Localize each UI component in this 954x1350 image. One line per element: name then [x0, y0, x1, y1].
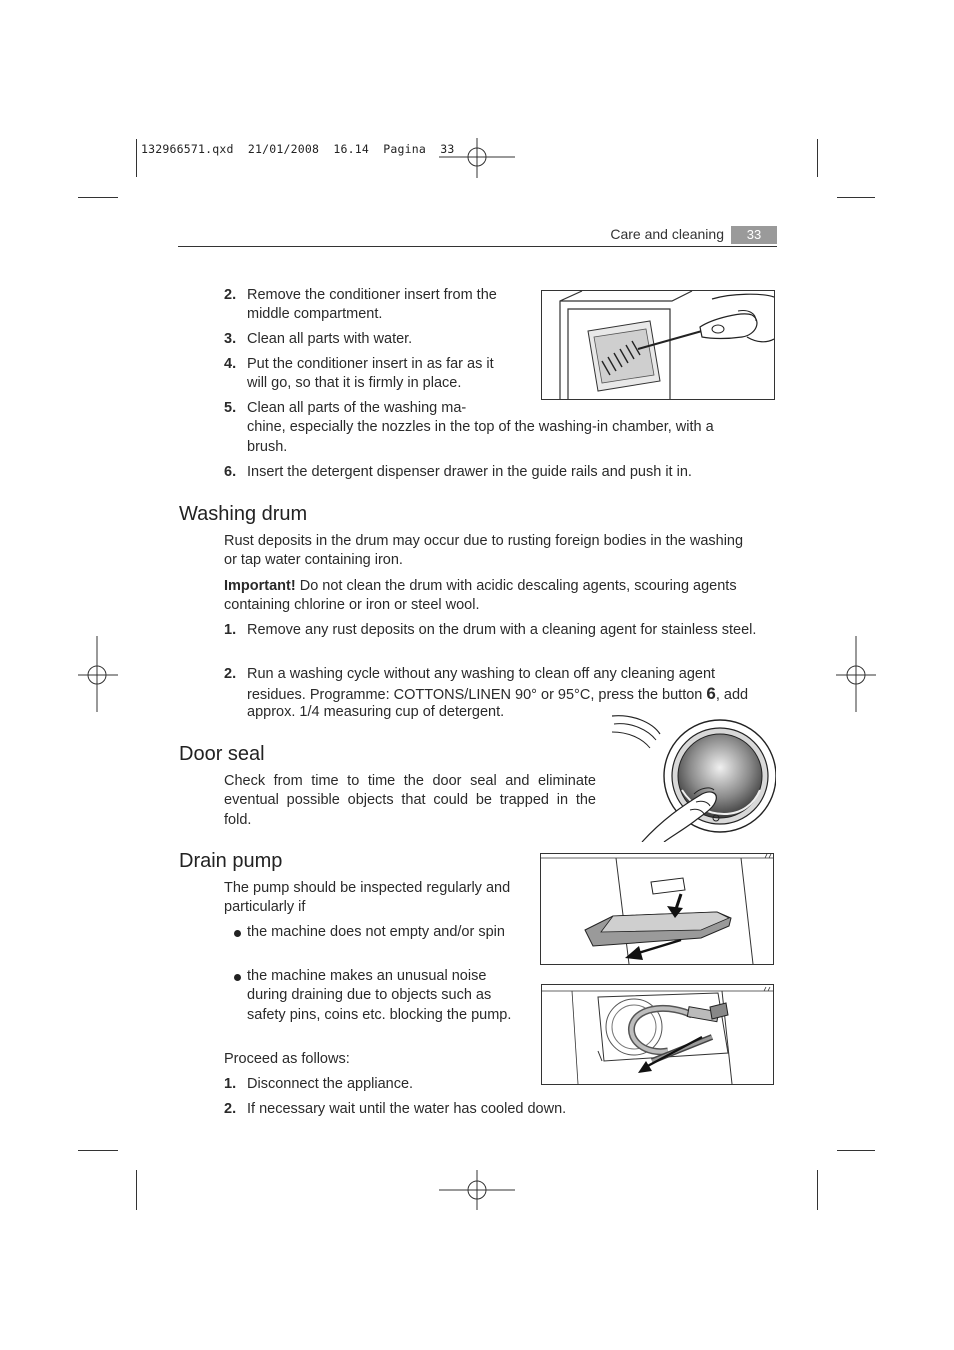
pump-panel-illustration	[540, 853, 774, 965]
bullet-text: the machine makes an unusual noise during draining due to objects such as safety pins, coins etc. blocking the pump.	[247, 968, 512, 1023]
button-symbol: 6	[706, 684, 716, 703]
important-text: Do not clean the drum with acidic descaling agents, scouring agents containing chlorine or iron or steel wool.	[224, 578, 737, 614]
crop-mark	[837, 1150, 875, 1151]
running-header: Care and cleaning	[610, 226, 724, 242]
step-text: approx. 1/4 measuring cup of detergent.	[247, 704, 505, 720]
step-number: 1.	[224, 1076, 237, 1092]
step-number: 6.	[224, 464, 237, 480]
step-text-part: residues. Programme: COTTONS/LINEN 90° or 95°C, press the button	[247, 687, 707, 703]
header-rule	[178, 246, 777, 247]
page-number: 33	[731, 226, 777, 244]
step-text: Run a washing cycle without any washing to clean off any cleaning agent	[247, 666, 716, 682]
step-number: 2.	[224, 1101, 237, 1117]
step-text: Clean all parts of the washing ma-	[247, 400, 467, 416]
bullet-dot	[234, 974, 241, 981]
drain-pump-heading: Drain pump	[179, 850, 283, 872]
door-seal-text: Check from time to time the door seal and eliminate eventual possible objects that could be trapped in the fold.	[224, 773, 596, 828]
print-slug: 132966571.qxd 21/01/2008 16.14 Pagina 33	[141, 142, 455, 156]
step-text: Put the conditioner insert in as far as it	[247, 356, 494, 372]
crop-mark	[78, 1150, 118, 1151]
crop-mark	[837, 197, 875, 198]
step-text: Insert the detergent dispenser drawer in the guide rails and push it in.	[247, 464, 692, 480]
step-text: If necessary wait until the water has cooled down.	[247, 1101, 567, 1117]
step-text: Clean all parts with water.	[247, 331, 413, 347]
proceed-text: Proceed as follows:	[224, 1051, 350, 1067]
crop-mark	[817, 1170, 818, 1210]
door-seal-illustration	[612, 710, 776, 842]
step-number: 1.	[224, 622, 237, 638]
step-text: will go, so that it is firmly in place.	[247, 375, 462, 391]
registration-mark-bottom	[437, 1170, 517, 1210]
crop-mark	[136, 1170, 137, 1210]
step-number: 3.	[224, 331, 237, 347]
drain-pump-intro: The pump should be inspected regularly and particularly if	[224, 880, 511, 916]
step-text-part: , add	[715, 687, 749, 703]
bullet-dot	[234, 930, 241, 937]
step-number: 2.	[224, 666, 237, 682]
step-text: brush.	[247, 439, 288, 455]
step-number: 4.	[224, 356, 237, 372]
registration-mark-left	[78, 634, 118, 714]
step-number: 5.	[224, 400, 237, 416]
step-text: Remove the conditioner insert from the	[247, 287, 497, 303]
step-text: middle compartment.	[247, 306, 383, 322]
pump-hose-illustration	[541, 984, 774, 1085]
door-seal-heading: Door seal	[179, 743, 265, 765]
step-text: Remove any rust deposits on the drum with a cleaning agent for stainless steel.	[247, 622, 757, 638]
bullet-text: the machine does not empty and/or spin	[247, 924, 505, 940]
registration-mark-right	[836, 634, 876, 714]
important-label: Important!	[224, 578, 296, 594]
crop-mark	[78, 197, 118, 198]
crop-mark	[136, 139, 137, 177]
crop-mark	[817, 139, 818, 177]
conditioner-insert-illustration	[541, 290, 775, 400]
washing-drum-important	[224, 577, 776, 616]
step-text: chine, especially the nozzles in the top of the washing-in chamber, with a	[247, 419, 714, 435]
step-number: 2.	[224, 287, 237, 303]
step-text: Disconnect the appliance.	[247, 1076, 414, 1092]
washing-drum-heading: Washing drum	[179, 503, 308, 525]
washing-drum-intro: Rust deposits in the drum may occur due to rusting foreign bodies in the washing or tap water containing iron.	[224, 533, 744, 569]
